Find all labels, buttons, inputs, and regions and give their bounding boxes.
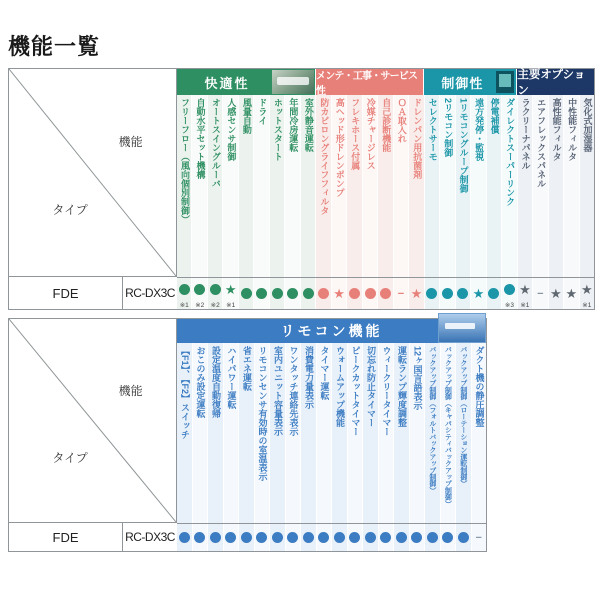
section-title: リモコン機能 — [280, 323, 383, 339]
feature-mark-cell — [393, 278, 408, 309]
ac-unit-photo — [272, 70, 314, 94]
available-dot — [303, 288, 314, 299]
feature-col-header: 1リモコングループ制御 — [455, 95, 470, 277]
feature-mark-cell — [207, 278, 222, 309]
feature-col-header: 人感センサ制御 — [222, 95, 237, 277]
feature-col-header: 自動水平セット機構 — [191, 95, 206, 277]
available-dot — [334, 532, 345, 543]
feature-mark-cell — [207, 524, 223, 551]
available-dot — [225, 532, 236, 543]
feature-col-header: タイマー運転 — [316, 343, 332, 523]
feature-col-header: 年間冷房運転 — [284, 95, 299, 277]
available-dot — [380, 532, 391, 543]
section-title: 制御性 — [441, 75, 484, 91]
feature-col-header: フレキホース付属 — [346, 95, 361, 277]
feature-col-header: ウィークリータイマー — [378, 343, 394, 523]
feature-col-header: 停電補償 — [486, 95, 501, 277]
feature-mark-cell — [439, 278, 454, 309]
section-title: メンテ・工事・サービス性 — [316, 71, 418, 97]
option-star: ★ — [224, 282, 237, 297]
footnote-mark: ※3 — [504, 301, 514, 309]
feature-mark-cell — [254, 524, 270, 551]
feature-mark-cell — [331, 278, 346, 309]
table-left-header — [9, 319, 177, 551]
available-dot — [179, 532, 190, 543]
page-title: 機能一覧 — [8, 34, 101, 59]
available-dot — [318, 288, 329, 299]
feature-mark-cell — [177, 278, 191, 309]
option-star: ★ — [519, 282, 531, 297]
feature-col-header: エアフレックスパネル — [532, 95, 547, 277]
feature-headers — [177, 343, 486, 523]
feature-mark-cell — [177, 524, 192, 551]
feature-mark-cell — [470, 278, 485, 309]
corner-type-label: タイプ — [52, 450, 88, 465]
available-dot — [365, 532, 376, 543]
feature-mark-cell — [346, 278, 361, 309]
model-row-header — [9, 276, 177, 309]
feature-mark-cell — [486, 278, 501, 309]
feature-mark-cell — [471, 524, 487, 551]
feature-col-header: バックアップ制御（フォルトバックアップ制御） — [424, 343, 440, 523]
feature-col-header: 防カビロングライフフィルタ — [315, 95, 330, 277]
available-dot — [442, 288, 453, 299]
feature-mark-cell — [408, 278, 423, 309]
type-cell: FDE — [9, 523, 123, 551]
feature-mark-cell — [192, 524, 208, 551]
available-dot — [458, 532, 469, 543]
feature-col-header: ダイレクトスーパーリンク — [501, 95, 516, 277]
feature-col-header: 自己診断機能 — [377, 95, 392, 277]
available-dot — [457, 288, 468, 299]
feature-mark-cell — [548, 278, 563, 309]
available-dot — [256, 288, 267, 299]
feature-mark-cell — [222, 278, 237, 309]
feature-col-header: ウォームアップ機能 — [331, 343, 347, 523]
feature-mark-cell — [362, 524, 378, 551]
feature-col-header: 省エネ運転 — [238, 343, 254, 523]
feature-mark-cell — [579, 278, 594, 309]
feature-marks-row — [177, 523, 486, 551]
available-dot — [272, 532, 283, 543]
footnote-mark: ※1 — [226, 301, 236, 309]
feature-mark-cell — [300, 278, 315, 309]
not-available-dash: − — [397, 287, 405, 300]
feature-col-header: バックアップ制御（キャパシティバックアップ制御） — [440, 343, 456, 523]
available-dot — [396, 532, 407, 543]
feature-col-header: 冷媒チャージレス — [362, 95, 377, 277]
feature-mark-cell — [238, 278, 253, 309]
option-star: ★ — [333, 286, 345, 301]
feature-mark-cell — [563, 278, 578, 309]
section-header-comfort — [177, 69, 315, 95]
available-dot — [442, 532, 453, 543]
control-box-photo — [496, 71, 514, 93]
section-ribbons — [177, 319, 486, 343]
feature-col-header: 消費電力量表示 — [300, 343, 316, 523]
feature-col-header: ＯＡ取入れ — [393, 95, 408, 277]
available-dot — [210, 532, 221, 543]
feature-mark-cell — [331, 524, 347, 551]
feature-col-header: おこのみ設定運転 — [192, 343, 208, 523]
available-dot — [349, 532, 360, 543]
feature-mark-cell — [377, 278, 392, 309]
feature-col-header: 2リモコン制御 — [439, 95, 454, 277]
feature-headers — [177, 95, 594, 277]
feature-col-header: ドレンパン用抗菌剤 — [408, 95, 423, 277]
feature-mark-cell — [378, 524, 394, 551]
feature-mark-cell — [316, 524, 332, 551]
feature-table-remote — [8, 318, 487, 552]
footnote-mark: ※2 — [195, 301, 205, 309]
section-header-remote — [177, 319, 486, 343]
option-star: ★ — [550, 286, 562, 301]
type-cell: FDE — [9, 277, 123, 309]
available-dot — [194, 284, 205, 295]
feature-mark-cell — [455, 524, 471, 551]
section-header-maintenance — [316, 69, 423, 95]
feature-col-header: 気化式加湿器 — [579, 95, 594, 277]
feature-col-header: 室内ユニット容量表示 — [269, 343, 285, 523]
feature-mark-cell — [501, 278, 516, 309]
available-dot — [365, 288, 376, 299]
remote-controller-photo — [438, 313, 486, 343]
available-dot — [287, 532, 298, 543]
model-cell: RC-DX3C — [125, 530, 175, 544]
model-row-header — [9, 522, 177, 551]
available-dot — [179, 284, 190, 295]
feature-mark-cell — [347, 524, 363, 551]
feature-mark-cell — [253, 278, 268, 309]
feature-mark-cell — [362, 278, 377, 309]
corner-function-label: 機能 — [118, 383, 143, 398]
feature-mark-cell — [269, 524, 285, 551]
feature-col-header: ダクト機の静圧調整 — [471, 343, 487, 523]
footnote-mark: ※1 — [179, 301, 189, 309]
feature-col-header: セレクトサーモ — [424, 95, 439, 277]
available-dot — [427, 532, 438, 543]
feature-col-header: 室外静音運転 — [300, 95, 315, 277]
available-dot — [411, 532, 422, 543]
feature-col-header: 風量自動 — [238, 95, 253, 277]
not-available-dash: − — [475, 531, 482, 544]
feature-col-header: バックアップ制御（ローテーション運転制御） — [455, 343, 471, 523]
corner-cell — [9, 319, 177, 522]
feature-col-header: フリーフロー（風向個別制御） — [177, 95, 191, 277]
feature-mark-cell — [532, 278, 547, 309]
feature-col-header: ハイパワー運転 — [223, 343, 239, 523]
feature-mark-cell — [300, 524, 316, 551]
diagonal-divider — [9, 69, 176, 276]
corner-cell — [9, 69, 177, 276]
available-dot — [256, 532, 267, 543]
feature-mark-cell — [223, 524, 239, 551]
feature-col-header: 中性能フィルタ — [563, 95, 578, 277]
feature-col-header: オートスイングルーバ — [207, 95, 222, 277]
available-dot — [426, 288, 437, 299]
available-dot — [488, 288, 499, 299]
feature-col-header: ラクリーナパネル — [517, 95, 532, 277]
feature-columns-area — [177, 69, 594, 309]
feature-mark-cell — [269, 278, 284, 309]
feature-columns-area — [177, 319, 486, 551]
available-dot — [303, 532, 314, 543]
footnote-mark: ※1 — [520, 301, 530, 309]
feature-col-header: 遠方発停・監視 — [470, 95, 485, 277]
available-dot — [210, 284, 221, 295]
section-header-control — [424, 69, 516, 95]
option-star: ★ — [410, 286, 423, 301]
section-title: 主要オプション — [517, 69, 586, 97]
option-star: ★ — [581, 282, 593, 297]
footnote-mark: ※1 — [582, 301, 592, 309]
feature-mark-cell — [440, 524, 456, 551]
available-dot — [241, 288, 252, 299]
feature-col-header: 切忘れ防止タイマー — [362, 343, 378, 523]
feature-mark-cell — [409, 524, 425, 551]
section-title: 快適性 — [204, 75, 250, 91]
feature-col-header: 高ヘッド形ドレンポンプ — [331, 95, 346, 277]
available-dot — [241, 532, 252, 543]
footnote-mark: ※2 — [210, 301, 220, 309]
available-dot — [504, 284, 515, 295]
feature-col-header: ワンタッチ連絡先表示 — [285, 343, 301, 523]
feature-mark-cell — [315, 278, 330, 309]
feature-marks-row — [177, 277, 594, 309]
available-dot — [272, 288, 283, 299]
feature-col-header: 12ヶ国言語表示 — [409, 343, 425, 523]
section-ribbons — [177, 69, 594, 95]
feature-mark-cell — [284, 278, 299, 309]
diagonal-divider — [9, 319, 176, 522]
feature-col-header: ピークカットタイマー — [347, 343, 363, 523]
feature-col-header: ホットスタート — [269, 95, 284, 277]
option-star: ★ — [472, 286, 485, 301]
feature-col-header: 設定温度自動復帰 — [207, 343, 223, 523]
feature-col-header: ドライ — [253, 95, 268, 277]
feature-table-main — [8, 68, 595, 310]
available-dot — [318, 532, 329, 543]
section-header-options — [517, 69, 594, 95]
not-available-dash: − — [537, 287, 544, 300]
feature-mark-cell — [238, 524, 254, 551]
corner-function-label: 機能 — [118, 135, 143, 150]
feature-mark-cell — [285, 524, 301, 551]
feature-mark-cell — [393, 524, 409, 551]
feature-mark-cell — [517, 278, 532, 309]
feature-mark-cell — [424, 278, 439, 309]
table-left-header — [9, 69, 177, 309]
feature-col-header: リモコンセンサ有効時の室温表示 — [254, 343, 270, 523]
feature-mark-cell — [191, 278, 206, 309]
corner-type-label: タイプ — [52, 203, 88, 218]
feature-col-header: 運転ランプ輝度調整 — [393, 343, 409, 523]
feature-mark-cell — [424, 524, 440, 551]
available-dot — [349, 288, 360, 299]
available-dot — [380, 288, 391, 299]
option-star: ★ — [565, 286, 578, 301]
feature-col-header: 【F1】、【F2】スイッチ — [177, 343, 192, 523]
available-dot — [194, 532, 205, 543]
model-cell: RC-DX3C — [125, 286, 175, 300]
available-dot — [287, 288, 298, 299]
feature-mark-cell — [455, 278, 470, 309]
feature-col-header: 高性能フィルタ — [548, 95, 563, 277]
